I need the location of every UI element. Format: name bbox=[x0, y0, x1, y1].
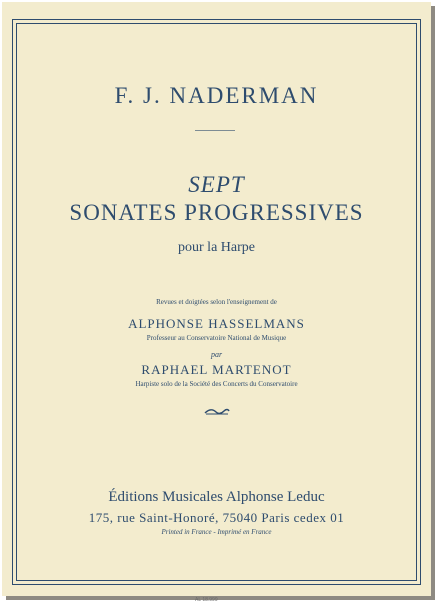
revision-note: Revues et doigtées selon l'enseignement de bbox=[156, 298, 277, 306]
editor-name-1: ALPHONSE HASSELMANS bbox=[128, 316, 305, 331]
title-line-1: SEPT bbox=[188, 172, 245, 197]
score-cover-page bbox=[2, 2, 431, 596]
editor-name-2: RAPHAEL MARTENOT bbox=[141, 362, 292, 377]
publisher-name: Éditions Musicales Alphonse Leduc bbox=[108, 489, 325, 505]
printed-in-france: Printed in France - Imprimé en France bbox=[161, 528, 272, 536]
par-connector: par bbox=[210, 350, 223, 359]
publisher-address: 175, rue Saint-Honoré, 75040 Paris cedex 01 bbox=[88, 510, 345, 525]
title-line-2: SONATES PROGRESSIVES bbox=[69, 200, 364, 225]
editor-title-1: Professeur au Conservatoire National de Musique bbox=[146, 334, 287, 342]
instrument-subtitle: pour la Harpe bbox=[178, 240, 255, 255]
plate-number: AL 18.999 bbox=[195, 597, 218, 603]
composer-name: F. J. NADERMAN bbox=[114, 83, 319, 108]
editor-title-2: Harpiste solo de la Société des Concerts du Conservatoire bbox=[135, 380, 298, 388]
title-divider bbox=[195, 130, 235, 131]
flourish-ornament-icon bbox=[203, 406, 231, 416]
